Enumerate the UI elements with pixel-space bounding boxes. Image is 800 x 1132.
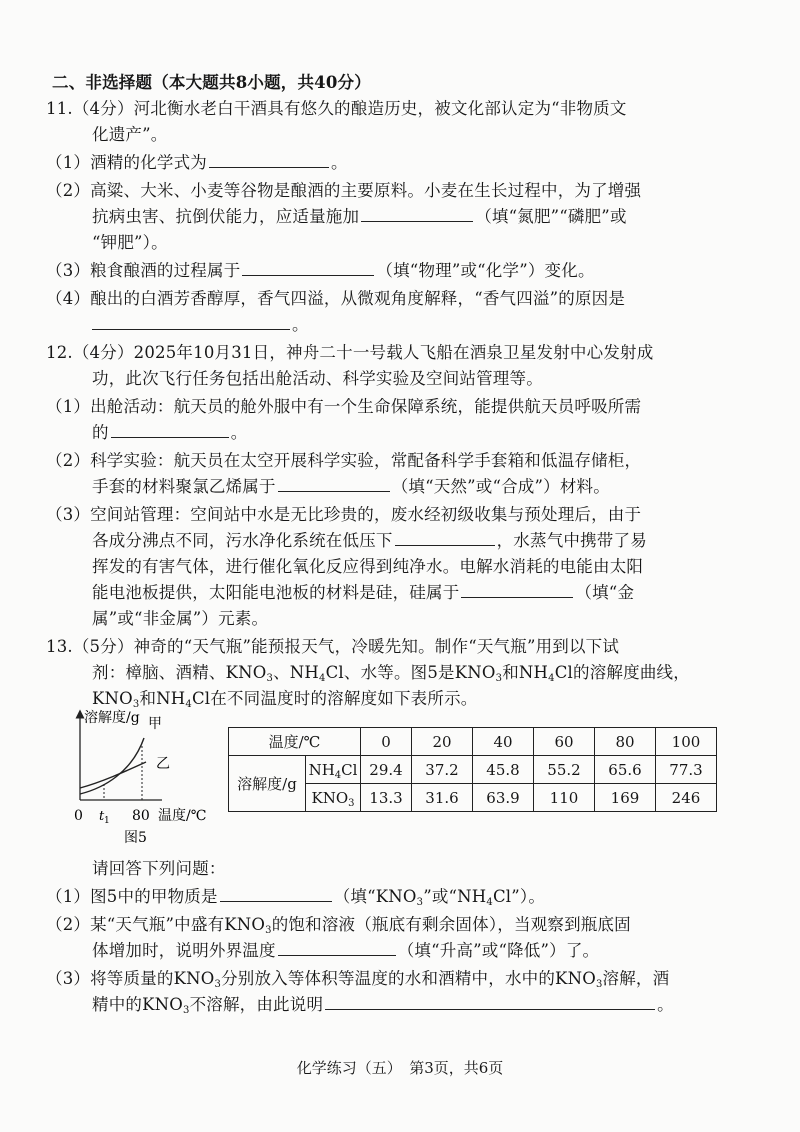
- q11-part4-line2: 。: [92, 314, 309, 336]
- q12-part3-line3: 挥发的有害气体，进行催化氧化反应得到纯净水。电解水消耗的电能由太阳: [92, 557, 644, 576]
- table-cell: 13.3: [361, 784, 412, 812]
- y-axis-label: 溶解度/g: [84, 710, 140, 726]
- table-cell: 100: [656, 728, 717, 756]
- table-cell: 37.2: [412, 756, 473, 784]
- tick-label-80: 80: [132, 808, 150, 824]
- curve-yi-label: 乙: [156, 756, 170, 772]
- q13-part3-line1: （3）将等质量的$KNO_3$分别放入等体积等温度的水和酒精中，水中的$KNO_3$溶解，酒: [46, 969, 670, 990]
- q12-part3-line4: 能电池板提供，太阳能电池板的材料是硅，硅属于 （填“金: [92, 583, 635, 602]
- q13-stem-line2: 剂：樟脑、酒精、$KNO_3$、$NH_4Cl$、水等。图5是$KNO_3$和$NH_4Cl$的溶解度曲线，: [92, 663, 690, 684]
- q12-part3-line1: （3）空间站管理：空间站中水是无比珍贵的，废水经初级收集与预处理后，由于: [46, 505, 642, 524]
- q13-part2-line2: 体增加时，说明外界温度 （填“升高”或“降低”）了。: [92, 941, 600, 960]
- table-cell: 45.8: [473, 756, 534, 784]
- q13-answer-blank-2[interactable]: [278, 940, 396, 956]
- q12-part3-line2: 各成分沸点不同，污水净化系统在低压下 ，水蒸气中携带了易: [92, 531, 647, 550]
- q13-part3-line2: 精中的$KNO_3$不溶解，由此说明 。: [92, 995, 674, 1016]
- q11-part4-line1: （4）酿出的白酒芳香醇厚，香气四溢，从微观角度解释，“香气四溢”的原因是: [46, 289, 626, 308]
- q11-part2-line2: 抗病虫害、抗倒伏能力，应适量施加 （填“氮肥”“磷肥”或: [92, 207, 627, 226]
- q13-stem-line3: $KNO_3$和$NH_4Cl$在不同温度时的溶解度如下表所示。: [92, 689, 478, 710]
- q13-stem-line1: 13.（5分）神奇的“天气瓶”能预报天气，冷暖先知。制作“天气瓶”用到以下试: [46, 637, 620, 656]
- figure-caption: 图5: [124, 830, 147, 846]
- q12-part1-line1: （1）出舱活动：航天员的舱外服中有一个生命保障系统，能提供航天员呼吸所需: [46, 397, 642, 416]
- table-cell: 60: [534, 728, 595, 756]
- q12-part2-line1: （2）科学实验：航天员在太空开展科学实验，常配备科学手套箱和低温存储柜，: [46, 451, 642, 470]
- table-substance-nh4cl: $NH_4Cl$: [306, 756, 361, 784]
- table-cell: 246: [656, 784, 717, 812]
- q12-stem-line2: 功，此次飞行任务包括出舱活动、科学实验及空间站管理等。: [92, 369, 543, 388]
- q11-answer-blank-3[interactable]: [242, 260, 374, 276]
- q13-part2-line1: （2）某“天气瓶”中盛有$KNO_3$的饱和溶液（瓶底有剩余固体），当观察到瓶底固: [46, 915, 631, 936]
- q12-stem-line1: 12.（4分）2025年10月31日，神舟二十一号载人飞船在酒泉卫星发射中心发射成: [46, 343, 654, 362]
- curve-yi: [80, 762, 146, 788]
- q11-part3: （3）粮食酿酒的过程属于 （填“物理”或“化学”）变化。: [46, 261, 595, 280]
- table-row-header: 溶解度/g: [229, 756, 306, 812]
- tick-label-t: t: [99, 809, 105, 824]
- curve-jia-label: 甲: [148, 716, 162, 732]
- table-cell: 65.6: [595, 756, 656, 784]
- q13-part1: （1）图5中的甲物质是 （填“$KNO_3$”或“$NH_4Cl$”）。: [46, 887, 546, 908]
- solubility-curve-figure: [62, 708, 232, 848]
- page-footer: 化学练习（五） 第3页，共6页: [296, 1059, 504, 1077]
- table-row-nh4cl: [229, 756, 717, 784]
- q12-answer-blank-3[interactable]: [395, 530, 495, 546]
- q11-answer-blank-4[interactable]: [92, 314, 290, 330]
- q12-part1-line2: 的 。: [92, 423, 248, 442]
- table-cell: 29.4: [361, 756, 412, 784]
- table-cell: 77.3: [656, 756, 717, 784]
- tick-label-0: 0: [74, 808, 83, 824]
- table-cell: 80: [595, 728, 656, 756]
- q11-stem-line1: 11.（4分）河北衡水老白干酒具有悠久的酿造历史，被文化部认定为“非物质文: [46, 99, 627, 118]
- tick-label-t-subscript: 1: [104, 816, 110, 826]
- solubility-table: [228, 727, 717, 812]
- q13-answer-blank-1[interactable]: [220, 886, 332, 902]
- q13-prompt: 请回答下列问题：: [92, 859, 226, 878]
- q12-answer-blank-1[interactable]: [111, 422, 229, 438]
- table-header-temp: 温度/℃: [229, 728, 361, 756]
- q11-answer-blank-1[interactable]: [209, 152, 329, 168]
- q12-part3-line5: 属”或“非金属”）元素。: [92, 609, 269, 628]
- q12-part2-line2: 手套的材料聚氯乙烯属于 （填“天然”或“合成”）材料。: [92, 477, 610, 496]
- table-cell: 55.2: [534, 756, 595, 784]
- q12-answer-blank-4[interactable]: [461, 582, 573, 598]
- x-axis-label: 温度/℃: [158, 808, 207, 824]
- q11-part1: （1）酒精的化学式为 。: [46, 153, 348, 172]
- table-cell: 110: [534, 784, 595, 812]
- table-cell: 40: [473, 728, 534, 756]
- table-cell: 0: [361, 728, 412, 756]
- q11-part2-line3: “钾肥”）。: [92, 233, 168, 252]
- table-cell: 169: [595, 784, 656, 812]
- table-cell: 20: [412, 728, 473, 756]
- table-header-row: [229, 728, 717, 756]
- q11-answer-blank-2[interactable]: [361, 206, 473, 222]
- q11-part2-line1: （2）高粱、大米、小麦等谷物是酿酒的主要原料。小麦在生长过程中，为了增强: [46, 181, 642, 200]
- q13-answer-blank-3[interactable]: [325, 994, 655, 1010]
- table-cell: 63.9: [473, 784, 534, 812]
- section-title: 二、非选择题（本大题共8小题，共40分）: [52, 73, 371, 92]
- q11-stem-line2: 化遗产”。: [92, 125, 168, 144]
- table-cell: 31.6: [412, 784, 473, 812]
- table-substance-kno3: $KNO_3$: [306, 784, 361, 812]
- q12-answer-blank-2[interactable]: [278, 476, 390, 492]
